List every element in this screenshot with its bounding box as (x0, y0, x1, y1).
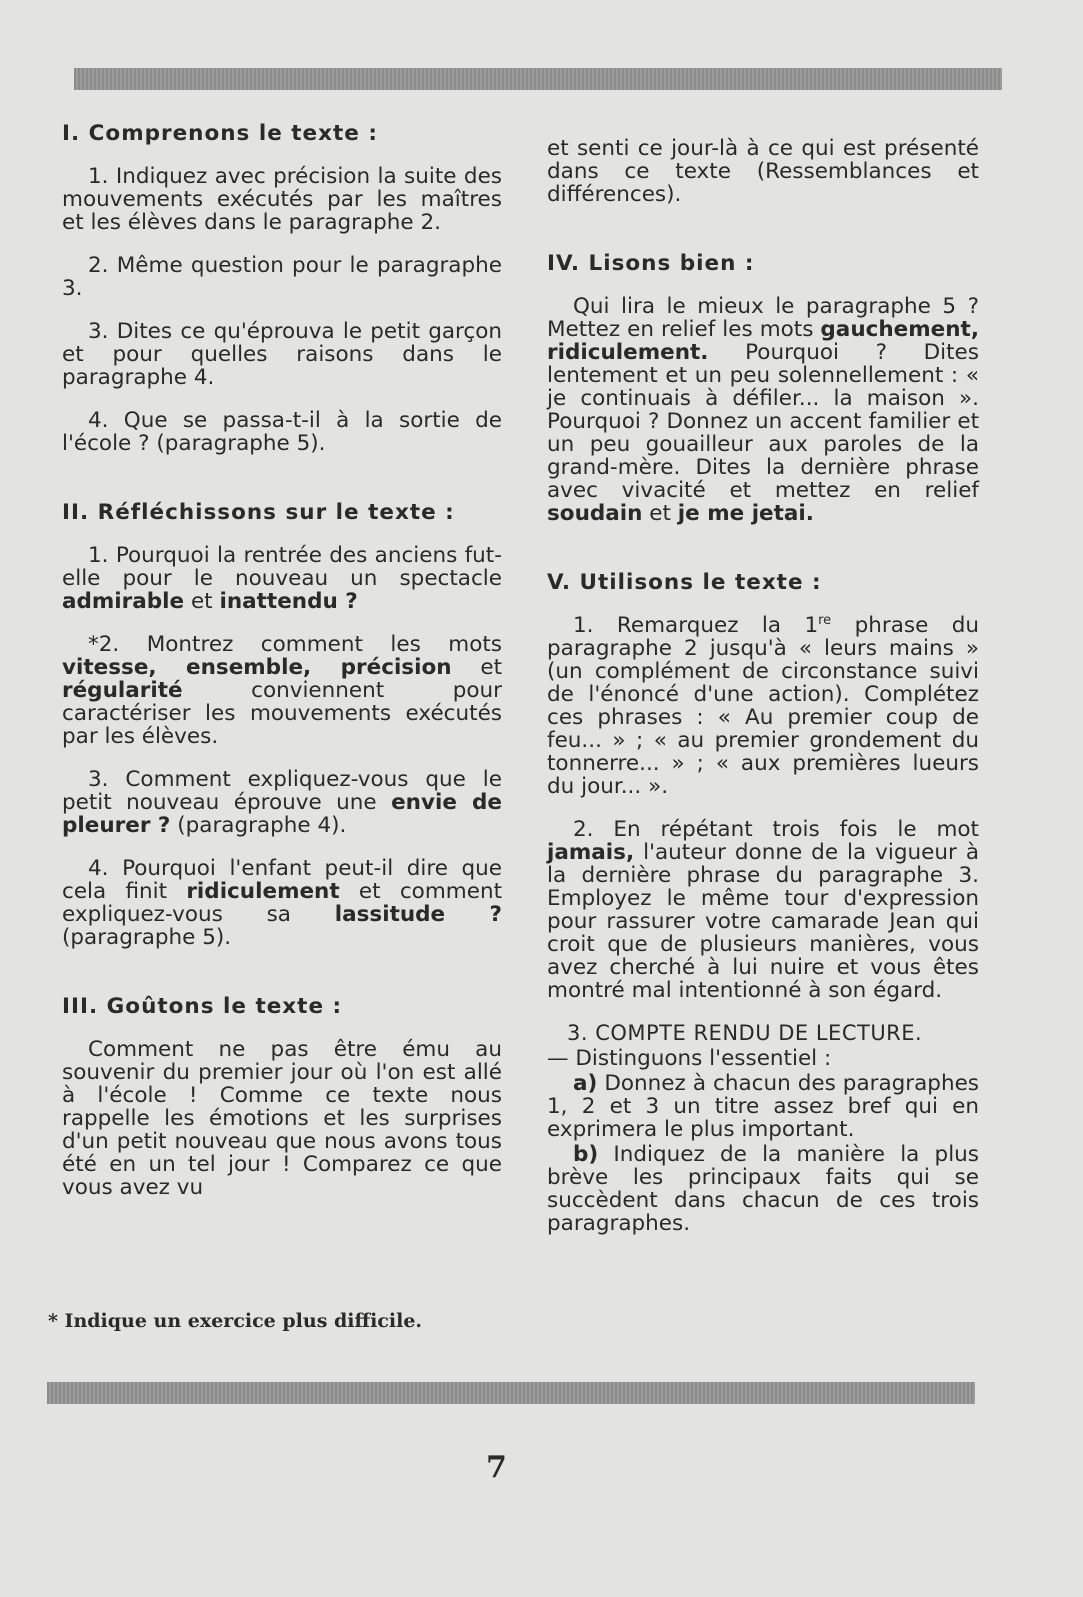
s5-question-1: 1. Remarquez la 1re phrase du paragraphe 2 jusqu'à « leurs mains » (un complément de circonstance suivi de l'énoncé d'une action). Complétez ces phrases : « Au premier coup de feu... » ; « au premier grondement du tonnerre... » ; « aux premières lueurs du jour... ». (547, 612, 979, 799)
s1-question-2: 2. Même question pour le paragraphe 3. (62, 253, 502, 301)
bottom-decorative-bar (47, 1382, 975, 1404)
top-decorative-bar (74, 68, 1002, 90)
s2-question-2: *2. Montrez comment les mots vitesse, ensemble, précision et régularité conviennent pour caractériser les mouvements exécutés par les élèves. (62, 632, 502, 749)
compte-rendu-subtitle: — Distinguons l'essentiel : (547, 1046, 832, 1071)
section-2-title: II. Réfléchissons sur le texte : (62, 500, 455, 525)
footnote: * Indique un exercice plus difficile. (48, 1310, 423, 1332)
s1-question-4: 4. Que se passa-t-il à la sortie de l'école ? (paragraphe 5). (62, 408, 502, 456)
compte-rendu-a: a) Donnez à chacun des paragraphes 1, 2 et 3 un titre assez bref qui en exprimera le plus important. (547, 1071, 979, 1142)
s2-question-4: 4. Pourquoi l'enfant peut-il dire que cela finit ridiculement et comment expliquez-vous sa lassitude ? (paragraphe 5). (62, 856, 503, 950)
left-column (62, 122, 502, 1219)
section-5-title: V. Utilisons le texte : (547, 570, 822, 595)
s1-question-1: 1. Indiquez avec précision la suite des mouvements exécutés par les maîtres et les élèves dans le paragraphe 2. (62, 164, 502, 235)
compte-rendu-b: b) Indiquez de la manière la plus brève les principaux faits qui se succèdent dans chacun de ces trois paragraphes. (547, 1142, 979, 1236)
s4-body: Qui lira le mieux le paragraphe 5 ? Mettez en relief les mots gauchement, ridiculement. Pourquoi ? Dites lentement et un peu solennellement : « je continuais à défiler... la maison ». Pourquoi ? Donnez un accent familier et un peu gouailleur aux paroles de la grand-mère. Dites la dernière phrase avec vivacité et mettez en relief soudain et je me jetai. (547, 294, 979, 526)
section-4-title: IV. Lisons bien : (547, 251, 755, 276)
s2-question-1: 1. Pourquoi la rentrée des anciens fut-elle pour le nouveau un spectacle admirable et inattendu ? (62, 543, 502, 614)
section-1-title: I. Comprenons le texte : (62, 121, 378, 146)
compte-rendu-title: 3. COMPTE RENDU DE LECTURE. (567, 1021, 923, 1045)
s2-question-3: 3. Comment expliquez-vous que le petit nouveau éprouve une envie de pleurer ? (paragraphe 4). (62, 767, 502, 838)
s1-question-3: 3. Dites ce qu'éprouva le petit garçon et pour quelles raisons dans le paragraphe 4. (62, 319, 502, 390)
s5-question-2: 2. En répétant trois fois le mot jamais, l'auteur donne de la vigueur à la dernière phrase du paragraphe 3. Employez le même tour d'expression pour rassurer votre camarade Jean qui croit que de plusieurs manières, vous avez cherché à lui nuire et vous êtes montré mal intentionné à son égard. (547, 817, 979, 1003)
section-3-title: III. Goûtons le texte : (62, 994, 343, 1019)
page-number: 7 (486, 1450, 507, 1485)
s3-continuation: et senti ce jour-là à ce qui est présenté dans ce texte (Ressemblances et différences). (547, 136, 979, 207)
right-column (547, 137, 979, 1255)
s3-body: Comment ne pas être ému au souvenir du premier jour où l'on est allé à l'école ! Comme ce texte nous rappelle les émotions et les surprises d'un petit nouveau que nous avons tous été en un tel jour ! Comparez ce que vous avez vu (62, 1037, 502, 1200)
